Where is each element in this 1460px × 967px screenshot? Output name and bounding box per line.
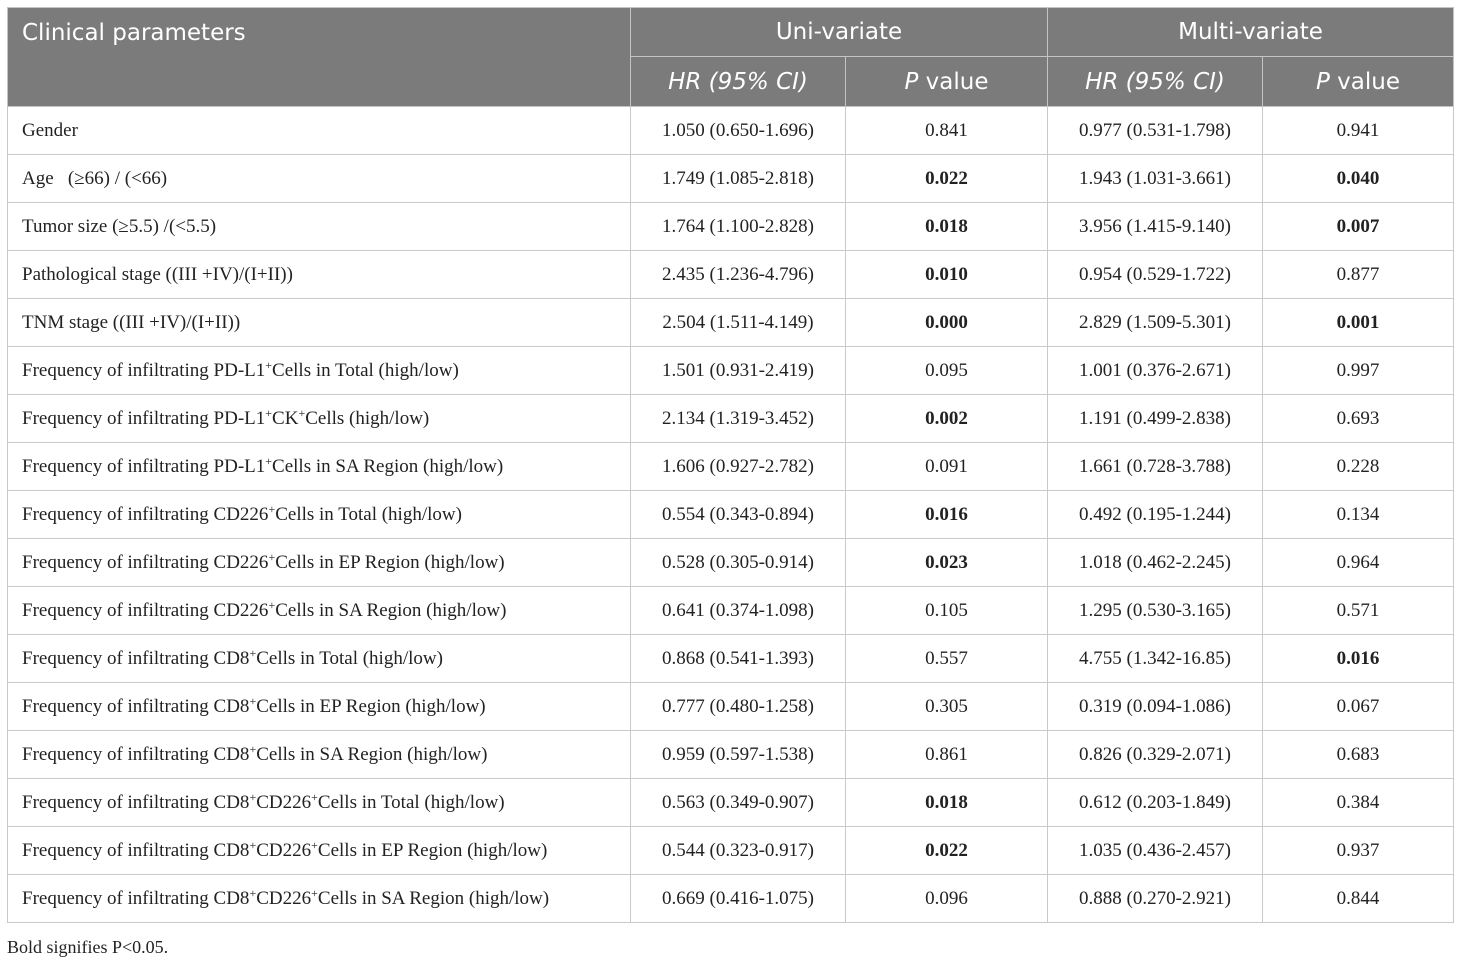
header-uni-hr-label: HR (95% CI) [668,68,808,95]
table-row [8,539,1454,587]
parameter-text-mid: CD226 [256,791,312,813]
cell-uni-hr: 1.501 (0.931-2.419) [631,347,846,395]
cell-uni-p: 0.000 [846,299,1048,347]
cell-uni-p: 0.095 [846,347,1048,395]
cell-uni-hr: 1.050 (0.650-1.696) [631,107,846,155]
table-row [8,683,1454,731]
cell-uni-p: 0.841 [846,107,1048,155]
cell-uni-p: 0.018 [846,779,1048,827]
cell-multi-hr: 4.755 (1.342-16.85) [1048,635,1263,683]
cell-multi-hr: 1.943 (1.031-3.661) [1048,155,1263,203]
parameter-text-post: Cells in Total (high/low) [256,647,443,669]
parameter-text: Frequency of infiltrating CD226 [22,599,269,621]
cell-multi-p: 0.134 [1263,491,1454,539]
parameter-superscript: + [249,693,257,708]
cell-uni-hr: 0.528 (0.305-0.914) [631,539,846,587]
cell-parameter [8,731,631,779]
cell-parameter [8,683,631,731]
cell-parameter [8,251,631,299]
table-row [8,827,1454,875]
parameter-text: Frequency of infiltrating CD8 [22,887,250,909]
cell-multi-hr: 1.191 (0.499-2.838) [1048,395,1263,443]
parameter-superscript: + [249,741,257,756]
parameter-text: Pathological stage ((III +IV)/(I+II)) [22,263,293,285]
cell-uni-p: 0.023 [846,539,1048,587]
cell-uni-p: 0.091 [846,443,1048,491]
cell-multi-p: 0.571 [1263,587,1454,635]
cell-parameter [8,491,631,539]
header-row-groups [8,8,1454,57]
cell-multi-hr: 0.826 (0.329-2.071) [1048,731,1263,779]
cell-parameter [8,347,631,395]
cell-uni-p: 0.305 [846,683,1048,731]
cell-multi-p: 0.937 [1263,827,1454,875]
cell-multi-hr: 1.661 (0.728-3.788) [1048,443,1263,491]
cell-multi-hr: 0.888 (0.270-2.921) [1048,875,1263,923]
cell-multi-hr: 1.001 (0.376-2.671) [1048,347,1263,395]
parameter-text-post: Cells in SA Region (high/low) [256,743,488,765]
cell-uni-hr: 0.554 (0.343-0.894) [631,491,846,539]
parameter-text: Frequency of infiltrating CD8 [22,743,250,765]
cell-multi-hr: 0.954 (0.529-1.722) [1048,251,1263,299]
parameter-superscript: + [311,789,318,804]
header-uni-p-italic: P [904,68,919,95]
cell-multi-hr: 1.035 (0.436-2.457) [1048,827,1263,875]
cell-uni-hr: 1.749 (1.085-2.818) [631,155,846,203]
cell-parameter [8,587,631,635]
parameter-text-post: Cells in EP Region (high/low) [275,551,505,573]
parameter-text: Age (≥66) / (<66) [22,167,168,189]
header-multi-p [1263,57,1454,107]
cell-multi-p: 0.040 [1263,155,1454,203]
cell-multi-p: 0.016 [1263,635,1454,683]
parameter-superscript: + [265,453,273,468]
cell-multi-hr: 0.612 (0.203-1.849) [1048,779,1263,827]
parameter-text: Tumor size (≥5.5) /(<5.5) [22,215,217,237]
parameter-superscript: + [298,405,306,420]
header-multi-hr-label: HR (95% CI) [1085,68,1225,95]
cell-multi-p: 0.067 [1263,683,1454,731]
cell-parameter [8,539,631,587]
parameter-superscript: + [249,789,257,804]
parameter-text: Frequency of infiltrating CD226 [22,503,269,525]
header-univariate: Uni-variate [631,8,1048,57]
cell-uni-hr: 0.641 (0.374-1.098) [631,587,846,635]
parameter-text-post: Cells in SA Region (high/low) [317,887,550,909]
header-clinical-parameters: Clinical parameters [8,8,631,107]
parameter-text-post: Cells in Total (high/low) [272,359,459,381]
cell-multi-hr: 0.319 (0.094-1.086) [1048,683,1263,731]
cell-uni-hr: 0.563 (0.349-0.907) [631,779,846,827]
table-row [8,491,1454,539]
header-multi-p-rest: value [1329,68,1400,95]
cox-regression-table-container [7,7,1453,923]
cell-uni-p: 0.022 [846,827,1048,875]
parameter-superscript: + [311,885,318,900]
cell-uni-hr: 2.134 (1.319-3.452) [631,395,846,443]
parameter-text-mid: CD226 [256,887,312,909]
header-uni-p [846,57,1048,107]
cell-multi-p: 0.693 [1263,395,1454,443]
table-row [8,587,1454,635]
cell-multi-p: 0.683 [1263,731,1454,779]
parameter-superscript: + [249,645,257,660]
cell-parameter [8,827,631,875]
table-row [8,299,1454,347]
parameter-superscript: + [265,405,273,420]
cell-multi-p: 0.228 [1263,443,1454,491]
parameter-text-post: Cells in SA Region (high/low) [275,599,507,621]
cell-multi-p: 0.007 [1263,203,1454,251]
cell-parameter [8,107,631,155]
cell-uni-hr: 1.764 (1.100-2.828) [631,203,846,251]
parameter-text: Frequency of infiltrating CD226 [22,551,269,573]
cell-parameter [8,299,631,347]
cell-uni-hr: 0.777 (0.480-1.258) [631,683,846,731]
parameter-superscript: + [268,549,276,564]
header-multivariate: Multi-variate [1048,8,1454,57]
cell-uni-hr: 0.544 (0.323-0.917) [631,827,846,875]
cell-parameter [8,203,631,251]
parameter-text-post: Cells in EP Region (high/low) [317,839,548,861]
parameter-text-post: Cells in Total (high/low) [317,791,505,813]
cell-multi-p: 0.001 [1263,299,1454,347]
cell-uni-p: 0.105 [846,587,1048,635]
cell-uni-hr: 0.959 (0.597-1.538) [631,731,846,779]
parameter-text: Frequency of infiltrating PD-L1 [22,455,266,477]
table-footnote: Bold signifies P<0.05. [7,937,169,957]
cell-uni-hr: 1.606 (0.927-2.782) [631,443,846,491]
cell-parameter [8,155,631,203]
cox-regression-table [7,7,1454,923]
cell-parameter [8,443,631,491]
parameter-superscript: + [249,885,257,900]
table-row [8,875,1454,923]
table-body [8,107,1454,923]
cell-uni-p: 0.022 [846,155,1048,203]
cell-multi-p: 0.964 [1263,539,1454,587]
parameter-text: TNM stage ((III +IV)/(I+II)) [22,311,241,333]
cell-parameter [8,395,631,443]
cell-uni-p: 0.016 [846,491,1048,539]
parameter-text-mid: CK [272,407,299,429]
cell-uni-p: 0.557 [846,635,1048,683]
table-row [8,203,1454,251]
cell-parameter [8,875,631,923]
parameter-text-post: Cells in EP Region (high/low) [256,695,486,717]
parameter-text-post: Cells (high/low) [305,407,430,429]
parameter-text-post: Cells in Total (high/low) [275,503,462,525]
cell-parameter [8,635,631,683]
parameter-text-mid: CD226 [256,839,312,861]
parameter-text-post: Cells in SA Region (high/low) [272,455,504,477]
table-row [8,443,1454,491]
table-row [8,731,1454,779]
header-multi-p-italic: P [1315,68,1330,95]
parameter-text: Frequency of infiltrating CD8 [22,839,250,861]
cell-multi-p: 0.877 [1263,251,1454,299]
cell-multi-p: 0.997 [1263,347,1454,395]
cell-uni-p: 0.096 [846,875,1048,923]
cell-multi-hr: 1.018 (0.462-2.245) [1048,539,1263,587]
cell-multi-p: 0.941 [1263,107,1454,155]
parameter-superscript: + [268,501,276,516]
cell-uni-p: 0.861 [846,731,1048,779]
table-row [8,155,1454,203]
table-row [8,779,1454,827]
cell-uni-hr: 0.669 (0.416-1.075) [631,875,846,923]
parameter-superscript: + [311,837,318,852]
cell-multi-hr: 2.829 (1.509-5.301) [1048,299,1263,347]
cell-uni-hr: 2.504 (1.511-4.149) [631,299,846,347]
parameter-superscript: + [268,597,276,612]
table-row [8,347,1454,395]
cell-uni-p: 0.010 [846,251,1048,299]
cell-uni-p: 0.018 [846,203,1048,251]
cell-multi-hr: 0.977 (0.531-1.798) [1048,107,1263,155]
cell-uni-hr: 0.868 (0.541-1.393) [631,635,846,683]
cell-multi-hr: 1.295 (0.530-3.165) [1048,587,1263,635]
header-uni-p-rest: value [918,68,989,95]
cell-multi-hr: 3.956 (1.415-9.140) [1048,203,1263,251]
table-row [8,395,1454,443]
cell-multi-hr: 0.492 (0.195-1.244) [1048,491,1263,539]
cell-uni-hr: 2.435 (1.236-4.796) [631,251,846,299]
table-row [8,107,1454,155]
parameter-superscript: + [249,837,257,852]
parameter-text: Frequency of infiltrating CD8 [22,647,250,669]
parameter-text: Gender [22,119,78,141]
cell-uni-p: 0.002 [846,395,1048,443]
table-row [8,251,1454,299]
table-header [8,8,1454,107]
header-multi-hr [1048,57,1263,107]
parameter-text: Frequency of infiltrating CD8 [22,791,250,813]
table-row [8,635,1454,683]
header-uni-hr [631,57,846,107]
parameter-text: Frequency of infiltrating PD-L1 [22,359,266,381]
parameter-text: Frequency of infiltrating PD-L1 [22,407,266,429]
cell-parameter [8,779,631,827]
parameter-superscript: + [265,357,273,372]
cell-multi-p: 0.844 [1263,875,1454,923]
cell-multi-p: 0.384 [1263,779,1454,827]
parameter-text: Frequency of infiltrating CD8 [22,695,250,717]
